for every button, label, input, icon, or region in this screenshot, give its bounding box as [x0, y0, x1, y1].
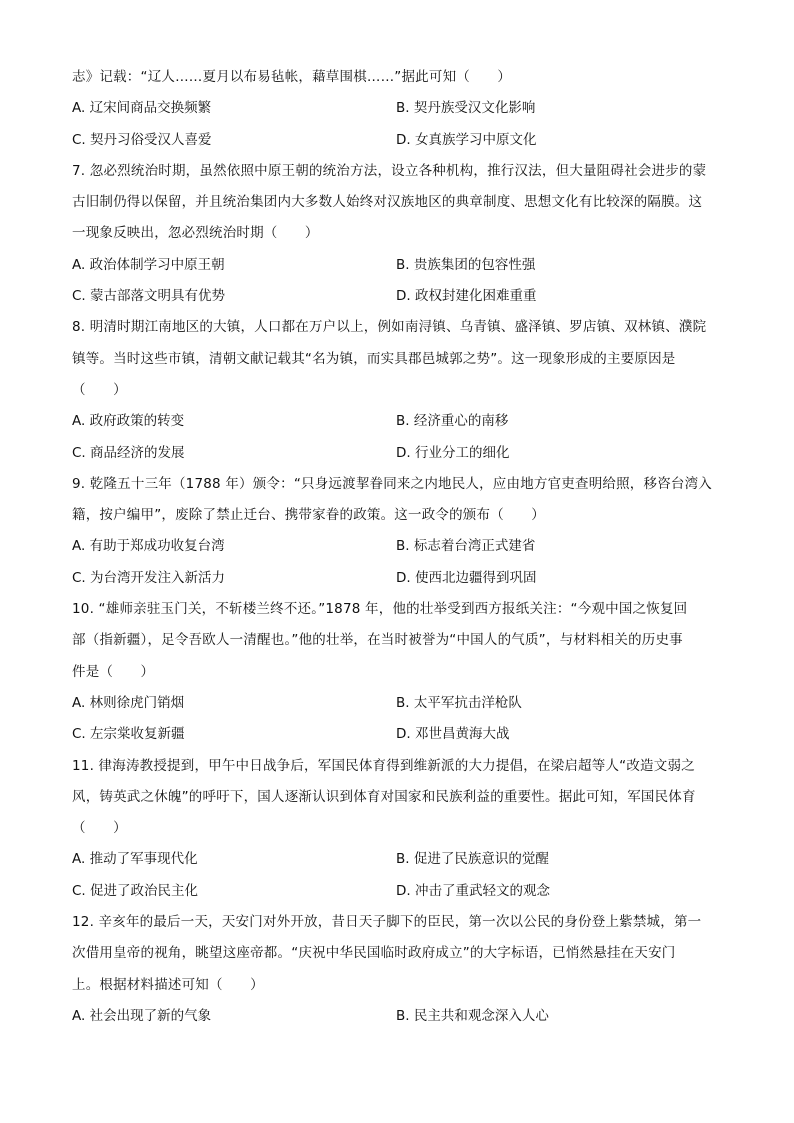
q11-options-row2 [72, 876, 722, 907]
q11-option-b[interactable]: B. 促进了民族意识的觉醒 [396, 851, 549, 868]
q9-stem-line2: 籍，按户编甲”，废除了禁止迁台、携带家眷的政策。这一政令的颁布（ ） [72, 507, 545, 524]
q12-options-row1 [72, 1001, 722, 1032]
q9-stem-line1: 9. 乾隆五十三年（1788 年）颁令：“只身远渡挈眷同来之内地民人，应由地方官吏查明给照，移咨台湾入 [72, 475, 713, 492]
q7-option-c[interactable]: C. 蒙古部落文明具有优势 [72, 288, 226, 305]
q8-stem-line1: 8. 明清时期江南地区的大镇，人口都在万户以上，例如南浔镇、乌青镇、盛泽镇、罗店镇、双林镇、濮院 [72, 319, 707, 336]
q6-option-c[interactable]: C. 契丹习俗受汉人喜爱 [72, 131, 212, 148]
q7-options-row2 [72, 281, 722, 312]
q9-option-d[interactable]: D. 使西北边疆得到巩固 [396, 569, 537, 586]
q11-option-c[interactable]: C. 促进了政治民主化 [72, 882, 199, 899]
q7-option-b[interactable]: B. 贵族集团的包容性强 [396, 256, 536, 273]
q11-stem-line2: 风，铸英武之休魄”的呼吁下，国人逐渐认识到体育对国家和民族利益的重要性。据此可知，军国民体育 [72, 788, 696, 805]
q7-option-a[interactable]: A. 政治体制学习中原王朝 [72, 256, 225, 273]
q9-options-row2 [72, 563, 722, 594]
q9-option-b[interactable]: B. 标志着台湾正式建省 [396, 538, 536, 555]
q10-option-a[interactable]: A. 林则徐虎门销烟 [72, 694, 185, 711]
q10-option-b[interactable]: B. 太平军抗击洋枪队 [396, 694, 522, 711]
q8-options-row2 [72, 438, 722, 469]
q8-option-d[interactable]: D. 行业分工的细化 [396, 444, 510, 461]
q6-option-a[interactable]: A. 辽宋间商品交换频繁 [72, 100, 212, 117]
q10-options-row1 [72, 688, 722, 719]
q12-option-a[interactable]: A. 社会出现了新的气象 [72, 1007, 212, 1024]
q7-option-d[interactable]: D. 政权封建化困难重重 [396, 288, 537, 305]
q12-option-b[interactable]: B. 民主共和观念深入人心 [396, 1007, 549, 1024]
q11-option-d[interactable]: D. 冲击了重武轻文的观念 [396, 882, 550, 899]
q12-stem-line2: 次借用皇帝的视角，眺望这座帝都。“庆祝中华民国临时政府成立”的大字标语，已悄然悬挂在天安门 [72, 945, 676, 962]
q11-options-row1 [72, 844, 722, 875]
q11-option-a[interactable]: A. 推动了军事现代化 [72, 851, 198, 868]
q10-stem-line3: 件是（ ） [72, 663, 155, 680]
q10-option-d[interactable]: D. 邓世昌黄海大战 [396, 726, 510, 743]
q8-options-row1 [72, 406, 722, 437]
exam-page [72, 62, 722, 1032]
q6-options-row1 [72, 93, 722, 124]
q6-options-row2 [72, 125, 722, 156]
q8-stem-line3: （ ） [72, 381, 127, 398]
q8-option-b[interactable]: B. 经济重心的南移 [396, 413, 509, 430]
q11-stem-line3: （ ） [72, 820, 127, 837]
q12-stem-line3: 上。根据材料描述可知（ ） [72, 976, 264, 993]
q7-stem-line3: 一现象反映出，忽必烈统治时期（ ） [72, 225, 319, 242]
q11-stem-line1: 11. 律海涛教授提到，甲午中日战争后，军国民体育得到维新派的大力提倡，在梁启超等人“改造文弱之 [72, 757, 695, 774]
q8-stem-line2: 镇等。当时这些市镇，清朝文献记载其“名为镇，而实具郡邑城郭之势”。这一现象形成的主要原因是 [72, 350, 676, 367]
q9-option-c[interactable]: C. 为台湾开发注入新活力 [72, 569, 226, 586]
q7-stem-line2: 古旧制仍得以保留，并且统治集团内大多数人始终对汉族地区的典章制度、思想文化有比较深的隔膜。这 [72, 194, 703, 211]
q10-stem-line1: 10. “雄师亲驻玉门关，不斩楼兰终不还。”1878 年，他的壮举受到西方报纸关注：“今观中国之恢复回 [72, 601, 688, 618]
q6-stem-tail: 志》记载：“辽人……夏月以布易毡帐，藉草围棋……”据此可知（ ） [72, 69, 512, 85]
q6-option-b[interactable]: B. 契丹族受汉文化影响 [396, 100, 536, 117]
q8-option-a[interactable]: A. 政府政策的转变 [72, 413, 185, 430]
q9-options-row1 [72, 531, 722, 562]
q8-option-c[interactable]: C. 商品经济的发展 [72, 444, 185, 461]
q10-options-row2 [72, 719, 722, 750]
q9-option-a[interactable]: A. 有助于郑成功收复台湾 [72, 538, 225, 555]
q10-option-c[interactable]: C. 左宗棠收复新疆 [72, 726, 185, 743]
q12-stem-line1: 12. 辛亥年的最后一天，天安门对外开放，昔日天子脚下的臣民，第一次以公民的身份登上紫禁城，第一 [72, 914, 702, 931]
q7-options-row1 [72, 250, 722, 281]
q10-stem-line2: 部（指新疆），足令吾欧人一清醒也。”他的壮举，在当时被誉为“中国人的气质”，与材料相关的历史事 [72, 632, 683, 649]
q6-option-d[interactable]: D. 女真族学习中原文化 [396, 131, 537, 148]
q7-stem-line1: 7. 忽必烈统治时期，虽然依照中原王朝的统治方法，设立各种机构，推行汉法，但大量阻碍社会进步的蒙 [72, 162, 707, 179]
